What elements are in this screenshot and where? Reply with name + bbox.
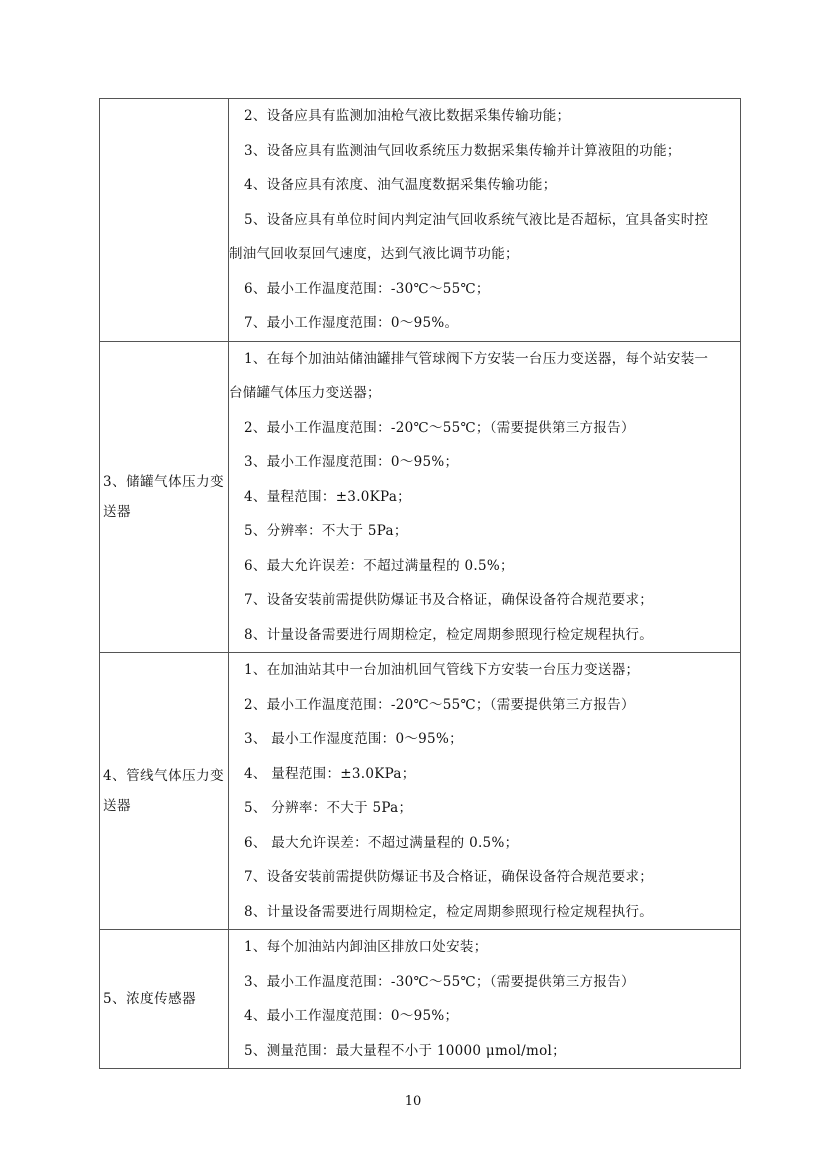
item-label: 5、浓度传感器 [100, 930, 229, 1069]
requirement-line: 8、计量设备需要进行周期检定，检定周期参照现行检定规程执行。 [244, 626, 654, 643]
requirement-line: 3、 最小工作湿度范围：0～95%； [244, 731, 463, 748]
requirement-line: 6、最小工作温度范围：-30℃～55℃； [244, 280, 490, 297]
requirement-line: 2、最小工作温度范围：-20℃～55℃；（需要提供第三方报告） [244, 419, 635, 436]
table-row [100, 930, 741, 1069]
requirement-line: 3、最小工作温度范围：-30℃～55℃；（需要提供第三方报告） [244, 973, 635, 990]
requirements-cell [229, 653, 741, 930]
requirements-cell [229, 99, 741, 342]
requirement-line: 5、分辨率：不大于 5Pa； [244, 523, 408, 540]
table-row [100, 653, 741, 930]
requirement-line: 1、在加油站其中一台加油机回气管线下方安装一台压力变送器； [244, 662, 640, 679]
requirement-line: 6、最大允许误差：不超过满量程的 0.5%； [244, 557, 514, 574]
requirement-line: 7、设备安装前需提供防爆证书及合格证，确保设备符合规范要求； [244, 869, 654, 886]
requirements-cell [229, 930, 741, 1069]
requirement-line: 制油气回收泵回气速度，达到气液比调节功能； [229, 246, 519, 263]
table-row [100, 99, 741, 342]
item-label [100, 99, 229, 342]
requirement-line: 2、设备应具有监测加油枪气液比数据采集传输功能； [244, 108, 571, 125]
requirement-line: 5、测量范围：最大量程不小于 10000 μmol/mol； [244, 1042, 566, 1059]
requirements-cell [229, 341, 741, 653]
requirement-line: 6、 最大允许误差：不超过满量程的 0.5%； [244, 834, 519, 851]
requirement-line: 4、量程范围：±3.0KPa； [244, 488, 411, 505]
requirement-line: 4、 量程范围：±3.0KPa； [244, 765, 416, 782]
requirement-line: 7、设备安装前需提供防爆证书及合格证，确保设备符合规范要求； [244, 592, 654, 609]
page-number: 10 [404, 1094, 422, 1109]
requirement-line: 5、 分辨率：不大于 5Pa； [244, 800, 413, 817]
item-label: 3、储罐气体压力变送器 [100, 341, 229, 653]
requirement-line: 台储罐气体压力变送器； [229, 385, 381, 402]
item-label: 4、管线气体压力变送器 [100, 653, 229, 930]
requirement-line: 1、在每个加油站储油罐排气管球阀下方安装一台压力变送器，每个站安装一 [244, 350, 709, 367]
table-row [100, 341, 741, 653]
requirement-line: 4、设备应具有浓度、油气温度数据采集传输功能； [244, 177, 557, 194]
requirement-line: 3、设备应具有监测油气回收系统压力数据采集传输并计算液阻的功能； [244, 142, 681, 159]
requirement-line: 5、设备应具有单位时间内判定油气回收系统气液比是否超标，宜具备实时控 [244, 211, 709, 228]
requirement-line: 4、最小工作湿度范围：0～95%； [244, 1008, 459, 1025]
requirement-line: 7、最小工作湿度范围：0～95%。 [244, 315, 459, 332]
requirement-line: 3、最小工作湿度范围：0～95%； [244, 454, 459, 471]
requirement-line: 8、计量设备需要进行周期检定，检定周期参照现行检定规程执行。 [244, 903, 654, 920]
specification-table [99, 98, 741, 1069]
requirement-line: 2、最小工作温度范围：-20℃～55℃；（需要提供第三方报告） [244, 696, 635, 713]
requirement-line: 1、每个加油站内卸油区排放口处安装； [244, 939, 488, 956]
